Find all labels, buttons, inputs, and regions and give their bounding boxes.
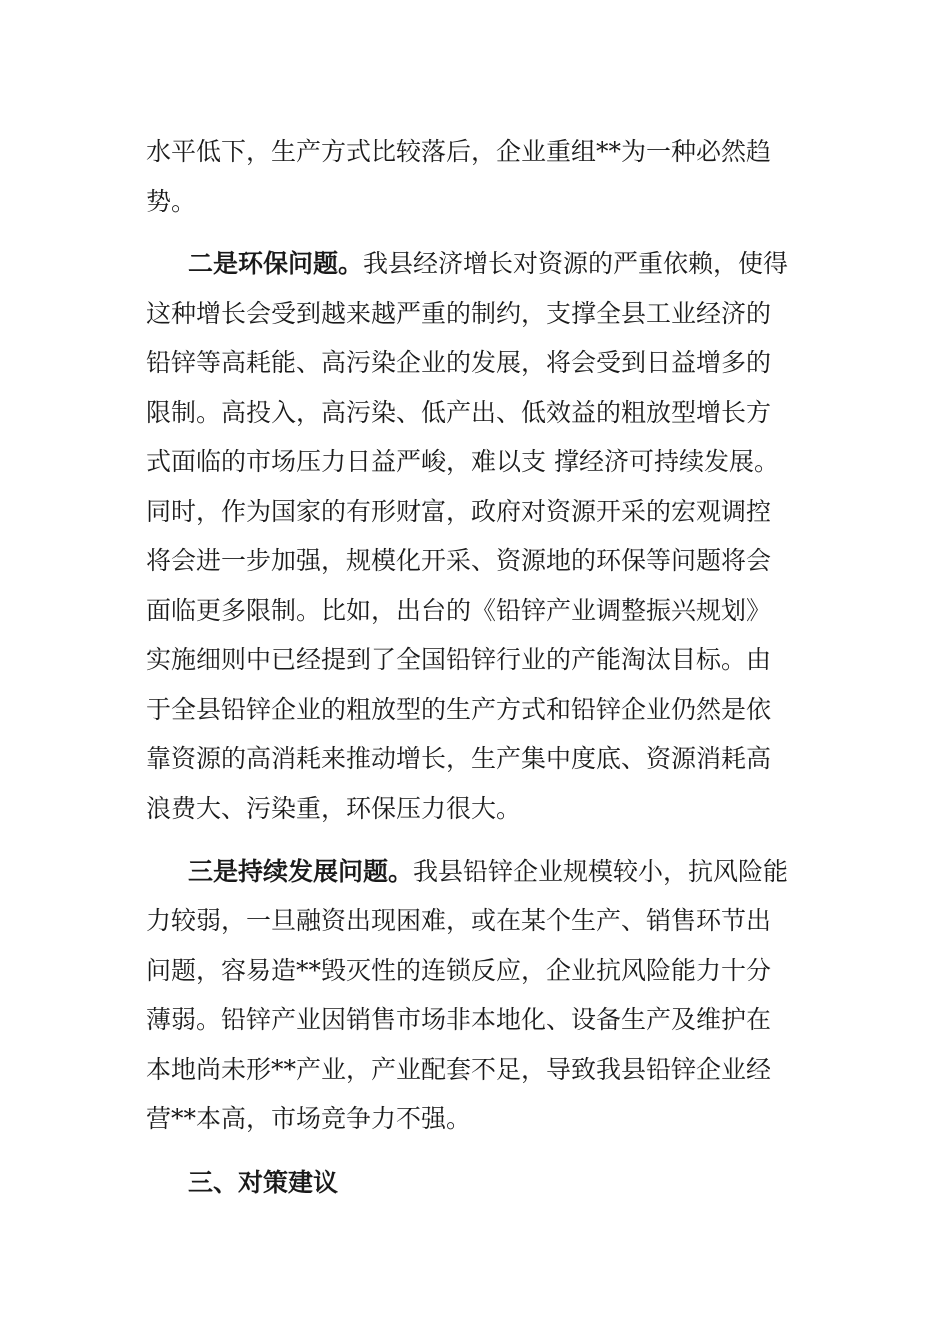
paragraph-line: 式面临的市场压力日益严峻，难以支 撑经济可持续发展。 (146, 447, 779, 476)
paragraph-line: 力较弱，一旦融资出现困难，或在某个生产、销售环节出 (146, 906, 772, 935)
paragraph-heading: 二是环保问题。 (188, 249, 364, 278)
paragraph-first-line (188, 856, 816, 888)
paragraph-line: 浪费大、污染重，环保压力很大。 (146, 794, 522, 823)
paragraph-text: 我县铅锌企业规模较小，抗风险能 (413, 857, 789, 886)
paragraph-line: 薄弱。铅锌产业因销售市场非本地化、设备生产及维护在 (146, 1005, 772, 1034)
paragraph-line: 限制。高投入，高污染、低产出、低效益的粗放型增长方 (146, 398, 772, 427)
paragraph-line: 同时，作为国家的有形财富，政府对资源开采的宏观调控 (146, 497, 772, 526)
paragraph-line: 将会进一步加强，规模化开采、资源地的环保等问题将会 (146, 546, 772, 575)
paragraph-line: 水平低下，生产方式比较落后，企业重组**为一种必然趋 (146, 137, 772, 166)
paragraph-line: 实施细则中已经提到了全国铅锌行业的产能淘汰目标。由 (146, 645, 772, 674)
paragraph-text: 我县经济增长对资源的严重依赖，使得 (363, 249, 789, 278)
paragraph-line: 靠资源的高消耗来推动增长，生产集中度底、资源消耗高 (146, 744, 772, 773)
paragraph-line: 营**本高，市场竞争力不强。 (146, 1104, 472, 1133)
section-heading: 三、对策建议 (188, 1168, 339, 1197)
paragraph-heading: 三是持续发展问题。 (188, 857, 414, 886)
paragraph-line: 面临更多限制。比如，出台的《铅锌产业调整振兴规划》 (146, 596, 772, 625)
paragraph-line: 势。 (146, 187, 197, 216)
paragraph-line: 问题，容易造**毁灭性的连锁反应，企业抗风险能力十分 (146, 956, 772, 985)
paragraph-line: 铅锌等高耗能、高污染企业的发展，将会受到日益增多的 (146, 348, 772, 377)
paragraph-line: 于全县铅锌企业的粗放型的生产方式和铅锌企业仍然是依 (146, 695, 772, 724)
paragraph-first-line (188, 248, 816, 280)
paragraph-line: 本地尚未形**产业，产业配套不足，导致我县铅锌企业经 (146, 1055, 772, 1084)
paragraph-line: 这种增长会受到越来越严重的制约，支撑全县工业经济的 (146, 299, 772, 328)
